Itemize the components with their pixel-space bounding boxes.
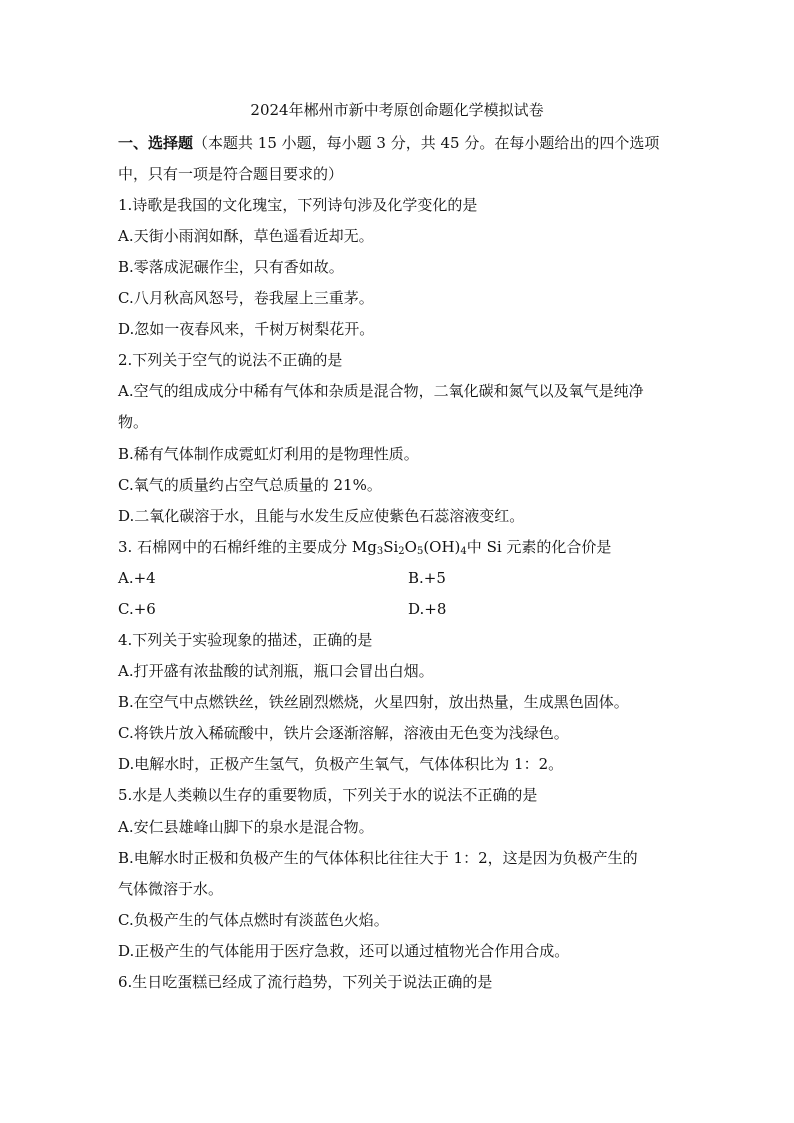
q1-option-b: B.零落成泥碾作尘，只有香如故。 bbox=[118, 258, 344, 276]
q2-option-c: C.氧气的质量约占空气总质量的 21%。 bbox=[118, 476, 382, 494]
q1-option-c: C.八月秋高风怒号，卷我屋上三重茅。 bbox=[118, 289, 374, 307]
q3-stem bbox=[118, 537, 688, 557]
q4-stem: 4.下列关于实验现象的描述，正确的是 bbox=[118, 631, 373, 649]
section-description-cont: 中，只有一项是符合题目要求的） bbox=[118, 165, 344, 183]
q3-oh: (OH) bbox=[423, 538, 461, 556]
q6-stem: 6.生日吃蛋糕已经成了流行趋势，下列关于说法正确的是 bbox=[118, 973, 493, 991]
section-description: （本题共 15 小题，每小题 3 分，共 45 分。在每小题给出的四个选项 bbox=[193, 134, 660, 152]
q4-option-c: C.将铁片放入稀硫酸中，铁片会逐渐溶解，溶液由无色变为浅绿色。 bbox=[118, 724, 569, 742]
q4-option-a: A.打开盛有浓盐酸的试剂瓶，瓶口会冒出白烟。 bbox=[118, 662, 434, 680]
q3-option-c: C.+6 bbox=[118, 600, 156, 618]
q4-option-d: D.电解水时，正极产生氢气，负极产生氧气，气体体积比为 1：2。 bbox=[118, 755, 564, 773]
q3-sub-3: 3 bbox=[376, 546, 384, 557]
q1-option-d: D.忽如一夜春风来，千树万树梨花开。 bbox=[118, 320, 375, 338]
q4-option-b: B.在空气中点燃铁丝，铁丝剧烈燃烧，火星四射，放出热量，生成黑色固体。 bbox=[118, 693, 629, 711]
q3-option-d: D.+8 bbox=[408, 600, 447, 618]
q1-stem: 1.诗歌是我国的文化瑰宝，下列诗句涉及化学变化的是 bbox=[118, 196, 478, 214]
q3-options-row-1 bbox=[118, 568, 688, 588]
q5-option-b-cont: 气体微溶于水。 bbox=[118, 880, 224, 898]
q3-sub-5: 5 bbox=[416, 546, 424, 557]
q5-option-a: A.安仁县雄峰山脚下的泉水是混合物。 bbox=[118, 818, 374, 836]
q2-option-b: B.稀有气体制作成霓虹灯利用的是物理性质。 bbox=[118, 445, 419, 463]
section-heading: 一、选择题 bbox=[118, 134, 194, 152]
q2-option-d: D.二氧化碳溶于水，且能与水发生反应使紫色石蕊溶液变红。 bbox=[118, 507, 525, 525]
q3-stem-end: 中 Si 元素的化合价是 bbox=[466, 538, 612, 556]
q3-sub-2: 2 bbox=[398, 546, 405, 557]
q2-option-a: A.空气的组成成分中稀有气体和杂质是混合物，二氧化碳和氮气以及氧气是纯净 bbox=[118, 382, 644, 400]
q3-o: O bbox=[404, 538, 417, 556]
q3-sub-4: 4 bbox=[460, 546, 467, 557]
q5-option-c: C.负极产生的气体点燃时有淡蓝色火焰。 bbox=[118, 911, 389, 929]
q3-stem-text: 3. 石棉网中的石棉纤维的主要成分 Mg bbox=[118, 538, 377, 556]
q3-options-row-2 bbox=[118, 599, 688, 619]
q3-option-a: A.+4 bbox=[118, 569, 156, 587]
q5-option-d: D.正极产生的气体能用于医疗急救，还可以通过植物光合作用合成。 bbox=[118, 942, 570, 960]
q3-option-b: B.+5 bbox=[408, 569, 446, 587]
q2-stem: 2.下列关于空气的说法不正确的是 bbox=[118, 351, 343, 369]
q5-stem: 5.水是人类赖以生存的重要物质，下列关于水的说法不正确的是 bbox=[118, 786, 538, 804]
q5-option-b: B.电解水时正极和负极产生的气体体积比往往大于 1：2，这是因为负极产生的 bbox=[118, 849, 638, 867]
section-heading-line bbox=[118, 133, 688, 153]
q2-option-a-cont: 物。 bbox=[118, 413, 149, 431]
exam-title: 2024年郴州市新中考原创命题化学模拟试卷 bbox=[250, 101, 544, 119]
q3-si: Si bbox=[383, 538, 399, 556]
q1-option-a: A.天街小雨润如酥，草色遥看近却无。 bbox=[118, 227, 374, 245]
